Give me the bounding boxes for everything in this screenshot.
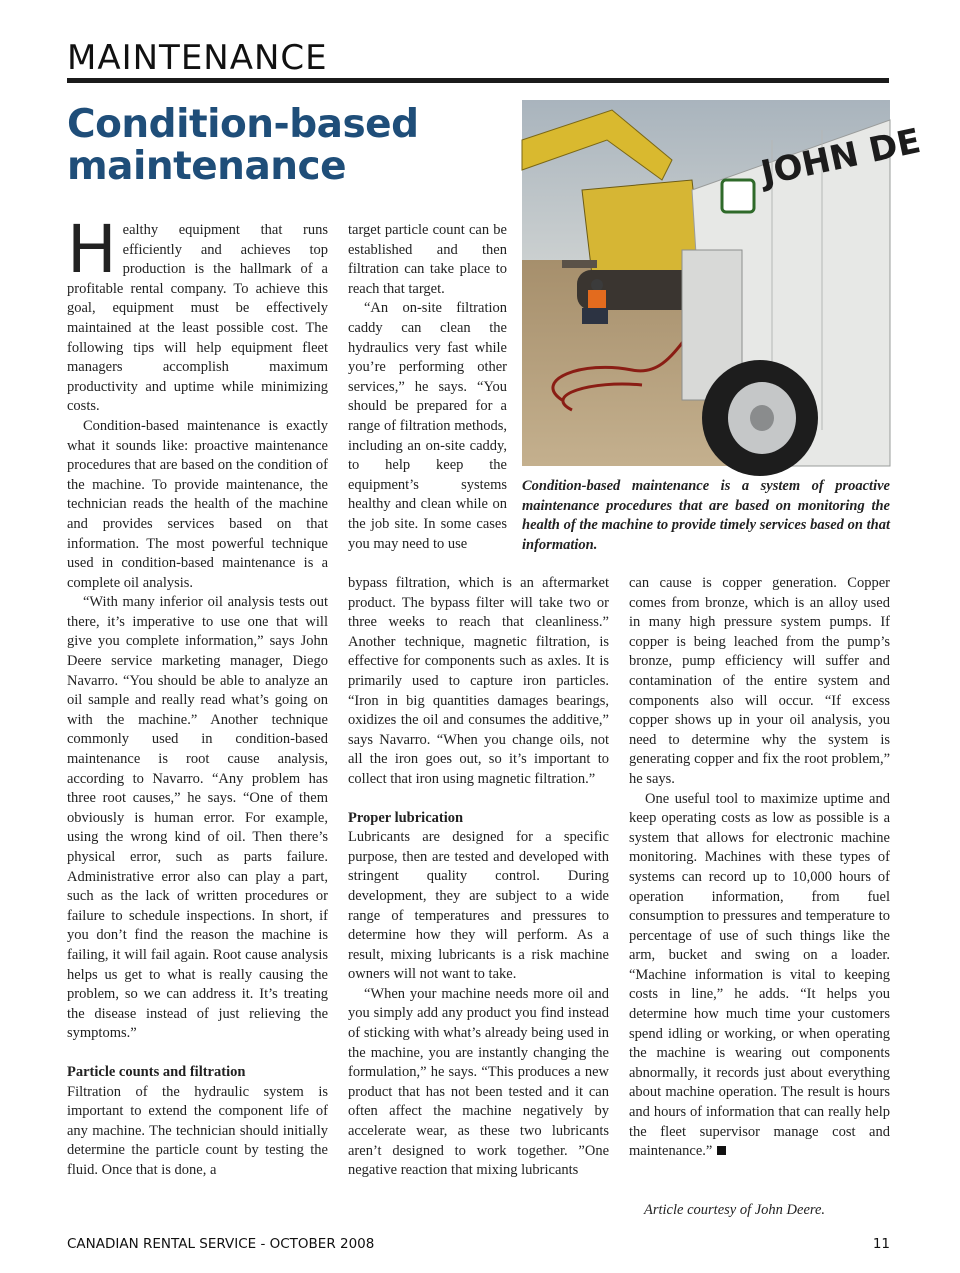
article-courtesy: Article courtesy of John Deere. <box>644 1202 826 1218</box>
paragraph-intro <box>67 211 328 417</box>
section-label: MAINTENANCE <box>67 38 328 78</box>
paragraph: “When your machine needs more oil and you simply add any product you find instead of sticking with what’s already being used in the machine, you are instantly changing the formulation,” he says. “This produces a new product that has not been tested and it can often affect the machine negatively by accelerate wear, as these two lubricants aren’t designed to work together. ”One negative reaction that mixing lubricants <box>348 985 609 1179</box>
paragraph: can cause is copper generation. Copper comes from bronze, which is an alloy used in many high pressure system pumps. If copper is being leached from the pump’s bronze, pump efficiency will suffer and contamination of the entire system and components also will occur. “If excess copper shows up in your oil analysis, you need to determine why the system is generating copper and fix the root problem,” he says. <box>629 575 890 787</box>
footer-publication: CANADIAN RENTAL SERVICE - OCTOBER 2008 <box>67 1236 375 1252</box>
article-photo <box>522 100 925 466</box>
article-title <box>67 104 507 188</box>
page-number: 11 <box>872 1236 890 1252</box>
subheading-particle-counts: Particle counts and filtration <box>67 1063 246 1080</box>
column-1 <box>67 211 328 1181</box>
paragraph: “With many inferior oil analysis tests out there, it’s imperative to use one that will give you complete information,” says John Deere service marketing manager, Diego Navarro. “You should be able to analyze an oil sample and really read what’s going on with the machine.” Another technique commonly used in condition-based maintenance is root cause analysis, according to Navarro. “Any problem has three root causes,” he says. “One of them obviously is human error. For example, using the wrong kind of oil. Then there’s physical error, such as parts failure. Administrative error also can play a part, such as the lack of written procedures or failure to schedule inspections. In short, if you don’t find the reason the machine is failing, it will fail again. Root cause analysis helps us get to what is really causing the problem, so we can address it. It’s treating the disease instead of just relieving the symptoms.” <box>67 594 328 1042</box>
deere-logo-icon <box>722 180 754 212</box>
column-2-top <box>348 221 507 554</box>
paragraph <box>629 790 890 1162</box>
paragraph: “An on-site filtration caddy can clean the hydraulics very fast while you’re performing other services,” he says. “You should be prepared for a range of filtration methods, including an on-site caddy, to help keep the equipment’s systems healthy and clean while on the job site. In some cases you may need to use <box>348 300 507 552</box>
drop-cap: H <box>67 211 117 288</box>
subheading-proper-lubrication: Proper lubrication <box>348 809 464 826</box>
worker-head <box>591 279 603 291</box>
paragraph: target particle count can be established and then filtration can take place to reach that target. <box>348 222 507 297</box>
paragraph: Lubricants are designed for a specific purpose, then are tested and developed with stringent quality control. During development, they are subject to a wide range of temperatures and pressures to determine how they will perform. As a result, mixing lubricants is a risk machine owners will not want to take. <box>348 829 609 983</box>
header-rule <box>67 78 889 83</box>
intro-text: ealthy equipment that runs efficiently and achieves top production is the hallmark of a profitable rental company. To achieve this goal, equipment must be effectively maintained at the least possible cost. The following tips will help equipment fleet managers accomplish maximum productivity and uptime while minimizing costs. <box>67 222 328 415</box>
photo-illustration <box>522 100 925 466</box>
paragraph: Condition-based maintenance is exactly what it sounds like: proactive maintenance procedures that are based on the condition of the machine. To provide maintenance, the technician reads the health of the machine and provides services based on that information. The most powerful technique used in condition-based maintenance is a complete oil analysis. <box>67 417 328 591</box>
paragraph: Filtration of the hydraulic system is important to extend the component life of any machine. The technician should initially determine the particle count by testing the fluid. Once that is done, a <box>67 1083 328 1178</box>
truck-brand-text: JOHN DE <box>757 121 925 194</box>
title-line-1: Condition-based <box>67 102 419 147</box>
end-mark-icon <box>717 1146 726 1155</box>
title-line-2: maintenance <box>67 144 347 189</box>
column-3 <box>629 574 890 1162</box>
photo-caption: Condition-based maintenance is a system of proactive maintenance procedures that are based on monitoring the health of the machine to provide timely services based on that information. <box>522 478 890 553</box>
column-2-bottom <box>348 574 609 1181</box>
paragraph: bypass filtration, which is an aftermarket product. The bypass filter will take two or three weeks to reach that cleanliness.” Another technique, magnetic filtration, is effective for components such as axles. It is primarily used to capture iron particles. “Iron in big quantities damages bearings, oxidizes the oil and consumes the additive,” says Navarro. “When you change oils, not all the iron goes out, so it’s important to collect that iron using magnetic filtration.” <box>348 575 609 787</box>
paragraph-text: One useful tool to maximize uptime and keep operating costs as low as possible is a system that allows for electronic machine monitoring. Machines with these types of systems can record up to 10,000 hours of operation information, from fuel consumption to pressures and temperature to percentage of use of such things like the arm, bucket and swing on a loader. “Machine information is vital to keeping costs in line,” he adds. “It helps you determine how much time your customers spend idling or working, or when operating the machine is wearing out components abnormally, it records just about everything about machine operation. The result is hours and hours of information that can really help the fleet supervisor manage cost and maintenance.” <box>629 790 890 1160</box>
